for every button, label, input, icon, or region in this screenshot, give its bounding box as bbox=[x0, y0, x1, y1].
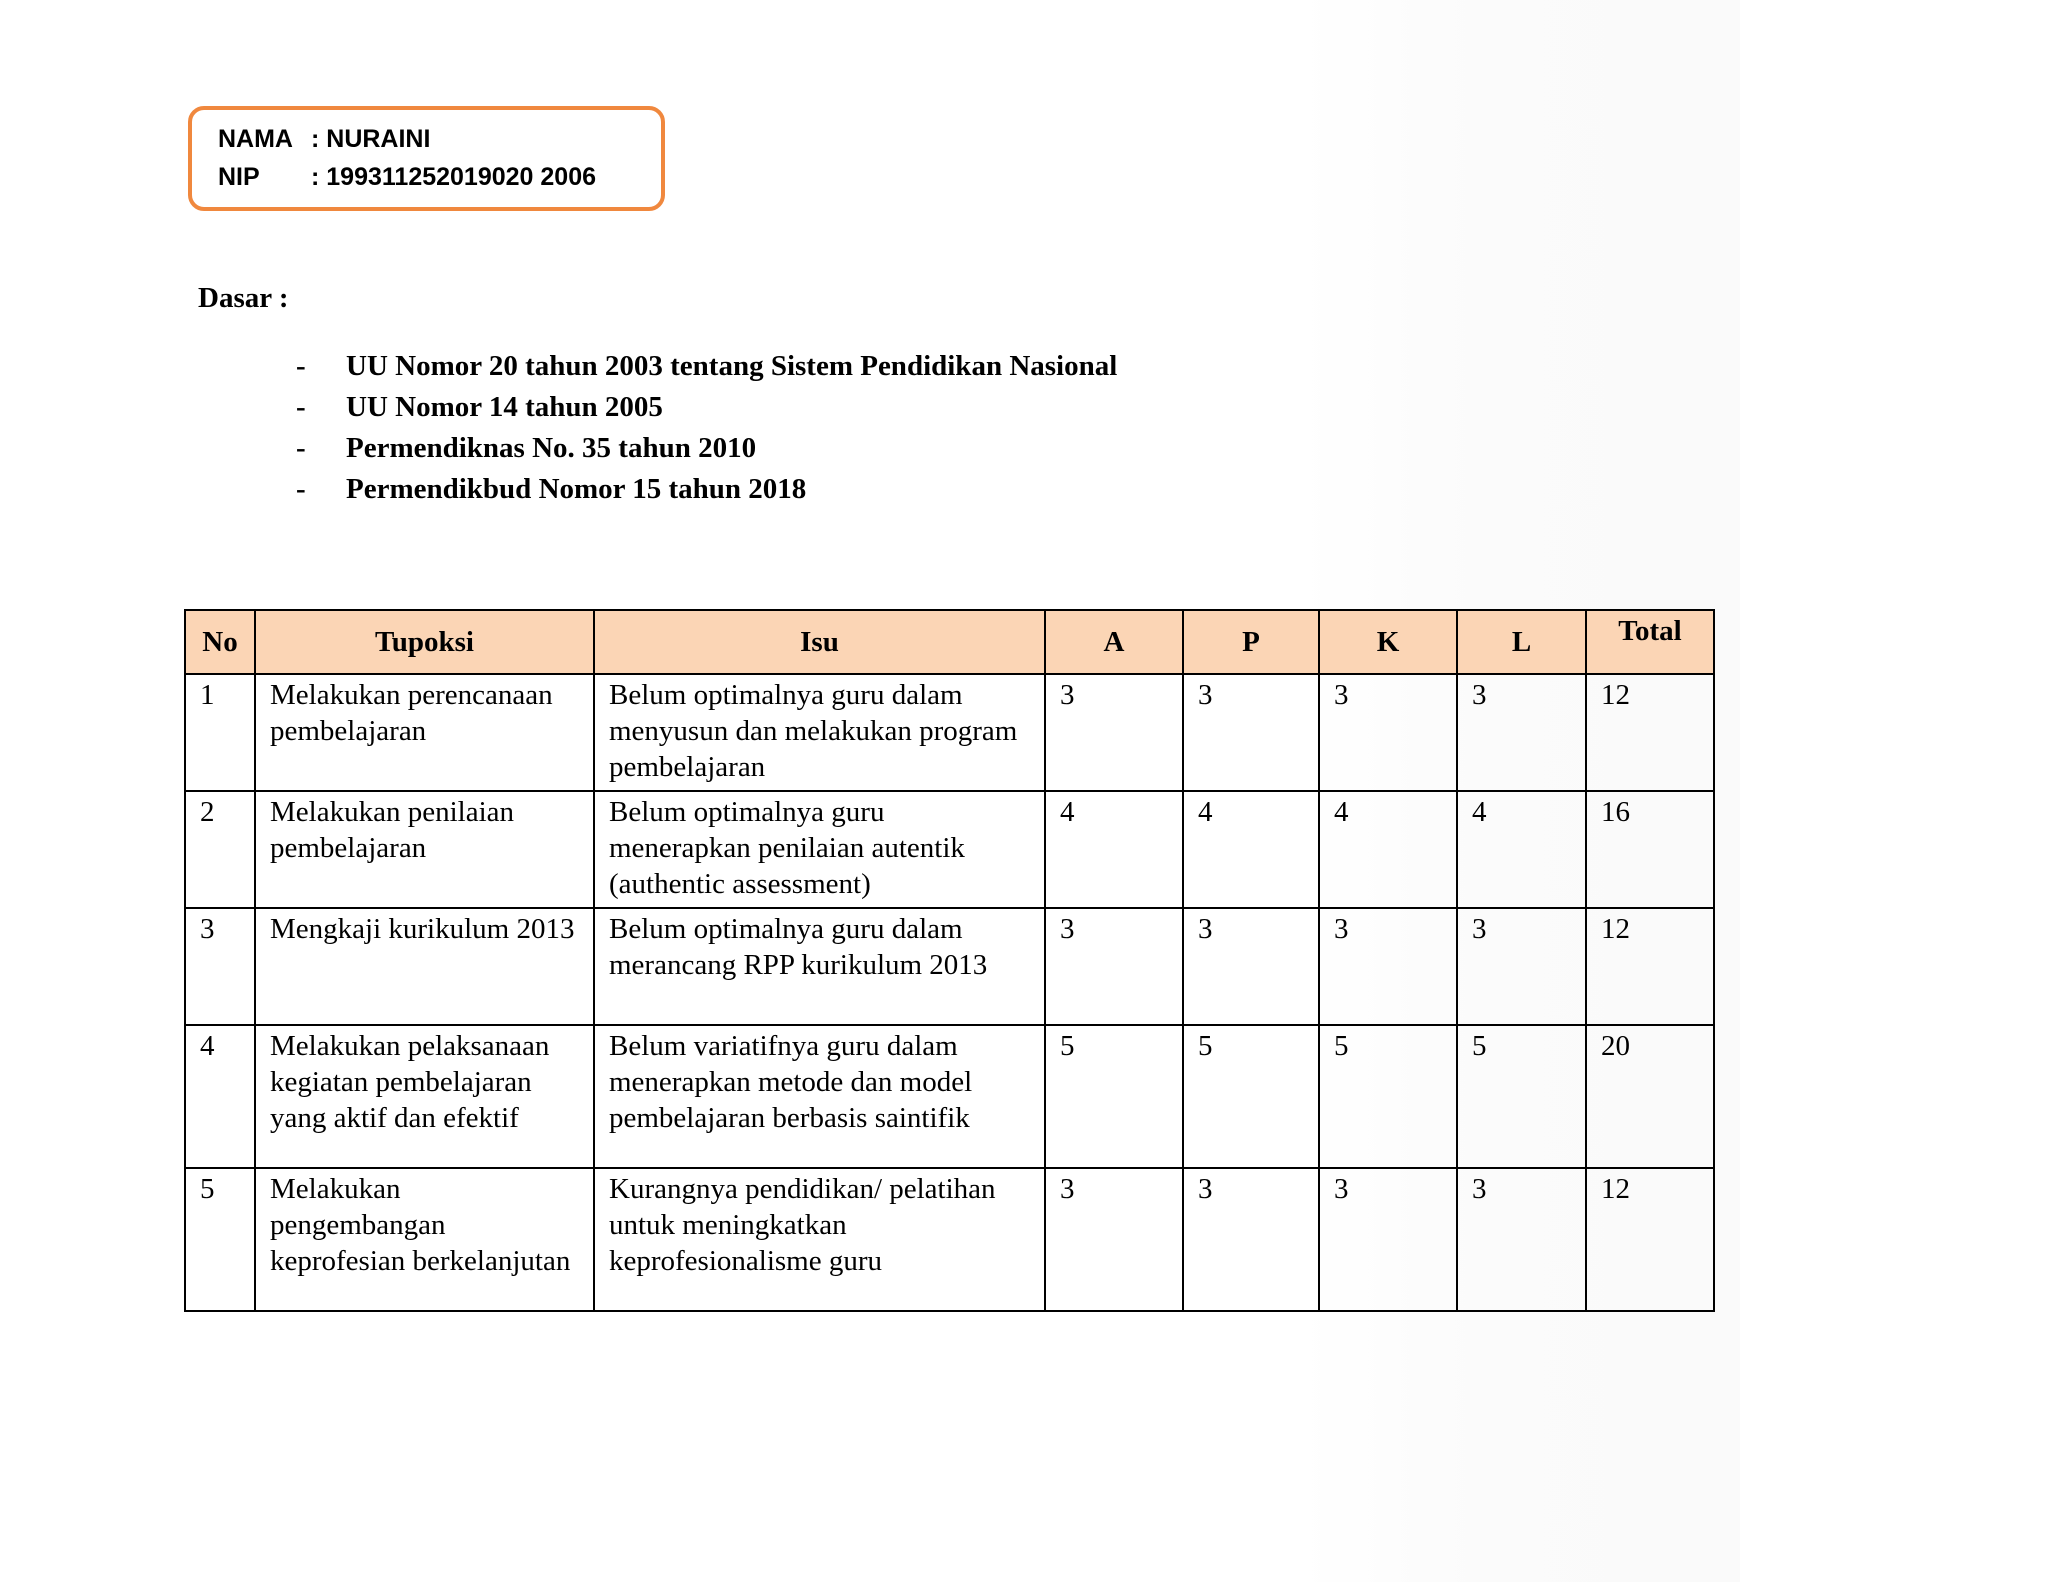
dasar-item-text: Permendikbud Nomor 15 tahun 2018 bbox=[346, 473, 807, 505]
name-label: NAMA bbox=[218, 125, 293, 153]
cell-l: 3 bbox=[1457, 1168, 1586, 1311]
table-row bbox=[185, 791, 1714, 908]
dasar-item-text: Permendiknas No. 35 tahun 2010 bbox=[346, 432, 757, 464]
cell-isu: Belum optimalnya guru menerapkan penilaian autentik (authentic assessment) bbox=[594, 791, 1045, 908]
dasar-item-text: UU Nomor 20 tahun 2003 tentang Sistem Pendidikan Nasional bbox=[346, 350, 1118, 382]
cell-no: 1 bbox=[185, 674, 255, 791]
cell-a: 5 bbox=[1045, 1025, 1183, 1168]
dasar-item: - UU Nomor 20 tahun 2003 tentang Sistem Pendidikan Nasional bbox=[296, 350, 1118, 382]
cell-k: 3 bbox=[1319, 674, 1457, 791]
cell-l: 4 bbox=[1457, 791, 1586, 908]
dasar-list bbox=[296, 346, 1117, 510]
dasar-item: - Permendiknas No. 35 tahun 2010 bbox=[296, 432, 757, 464]
cell-tupoksi: Mengkaji kurikulum 2013 bbox=[255, 908, 594, 1025]
cell-total: 20 bbox=[1586, 1025, 1714, 1168]
cell-p: 3 bbox=[1183, 674, 1319, 791]
table-header-row bbox=[185, 610, 1714, 674]
header-isu: Isu bbox=[594, 610, 1045, 674]
cell-total: 12 bbox=[1586, 674, 1714, 791]
cell-tupoksi: Melakukan penilaian pembelajaran bbox=[255, 791, 594, 908]
cell-isu: Belum optimalnya guru dalam menyusun dan melakukan program pembelajaran bbox=[594, 674, 1045, 791]
cell-a: 3 bbox=[1045, 908, 1183, 1025]
dasar-item-text: UU Nomor 14 tahun 2005 bbox=[346, 391, 663, 423]
cell-no: 2 bbox=[185, 791, 255, 908]
cell-l: 5 bbox=[1457, 1025, 1586, 1168]
header-k: K bbox=[1319, 610, 1457, 674]
cell-isu: Kurangnya pendidikan/ pelatihan untuk meningkatkan keprofesionalisme guru bbox=[594, 1168, 1045, 1311]
table-row bbox=[185, 1025, 1714, 1168]
cell-k: 4 bbox=[1319, 791, 1457, 908]
header-a: A bbox=[1045, 610, 1183, 674]
name-row bbox=[218, 125, 430, 154]
priority-table bbox=[184, 609, 1715, 1312]
cell-tupoksi: Melakukan perencanaan pembelajaran bbox=[255, 674, 594, 791]
header-l: L bbox=[1457, 610, 1586, 674]
cell-k: 3 bbox=[1319, 908, 1457, 1025]
nip-row bbox=[218, 163, 596, 192]
name-value: : NURAINI bbox=[311, 125, 431, 153]
cell-no: 4 bbox=[185, 1025, 255, 1168]
header-p: P bbox=[1183, 610, 1319, 674]
cell-a: 3 bbox=[1045, 674, 1183, 791]
cell-p: 5 bbox=[1183, 1025, 1319, 1168]
cell-isu: Belum variatifnya guru dalam menerapkan metode dan model pembelajaran berbasis saintifik bbox=[594, 1025, 1045, 1168]
cell-a: 4 bbox=[1045, 791, 1183, 908]
nip-label: NIP bbox=[218, 163, 260, 191]
dasar-item: - UU Nomor 14 tahun 2005 bbox=[296, 391, 663, 423]
cell-no: 5 bbox=[185, 1168, 255, 1311]
cell-k: 3 bbox=[1319, 1168, 1457, 1311]
table-row bbox=[185, 674, 1714, 791]
cell-p: 3 bbox=[1183, 1168, 1319, 1311]
cell-total: 12 bbox=[1586, 908, 1714, 1025]
dasar-title: Dasar : bbox=[198, 282, 289, 314]
identity-box bbox=[188, 106, 665, 211]
cell-tupoksi: Melakukan pelaksanaan kegiatan pembelajaran yang aktif dan efektif bbox=[255, 1025, 594, 1168]
cell-p: 4 bbox=[1183, 791, 1319, 908]
cell-l: 3 bbox=[1457, 674, 1586, 791]
dasar-item: - Permendikbud Nomor 15 tahun 2018 bbox=[296, 473, 807, 505]
cell-tupoksi: Melakukan pengembangan keprofesian berkelanjutan bbox=[255, 1168, 594, 1311]
header-total: Total bbox=[1586, 610, 1714, 674]
cell-l: 3 bbox=[1457, 908, 1586, 1025]
cell-k: 5 bbox=[1319, 1025, 1457, 1168]
table-row bbox=[185, 908, 1714, 1025]
cell-no: 3 bbox=[185, 908, 255, 1025]
cell-p: 3 bbox=[1183, 908, 1319, 1025]
nip-value: : 199311252019020 2006 bbox=[311, 163, 597, 191]
cell-a: 3 bbox=[1045, 1168, 1183, 1311]
cell-total: 12 bbox=[1586, 1168, 1714, 1311]
header-no: No bbox=[185, 610, 255, 674]
cell-total: 16 bbox=[1586, 791, 1714, 908]
cell-isu: Belum optimalnya guru dalam merancang RPP kurikulum 2013 bbox=[594, 908, 1045, 1025]
table-row bbox=[185, 1168, 1714, 1311]
header-tupoksi: Tupoksi bbox=[255, 610, 594, 674]
